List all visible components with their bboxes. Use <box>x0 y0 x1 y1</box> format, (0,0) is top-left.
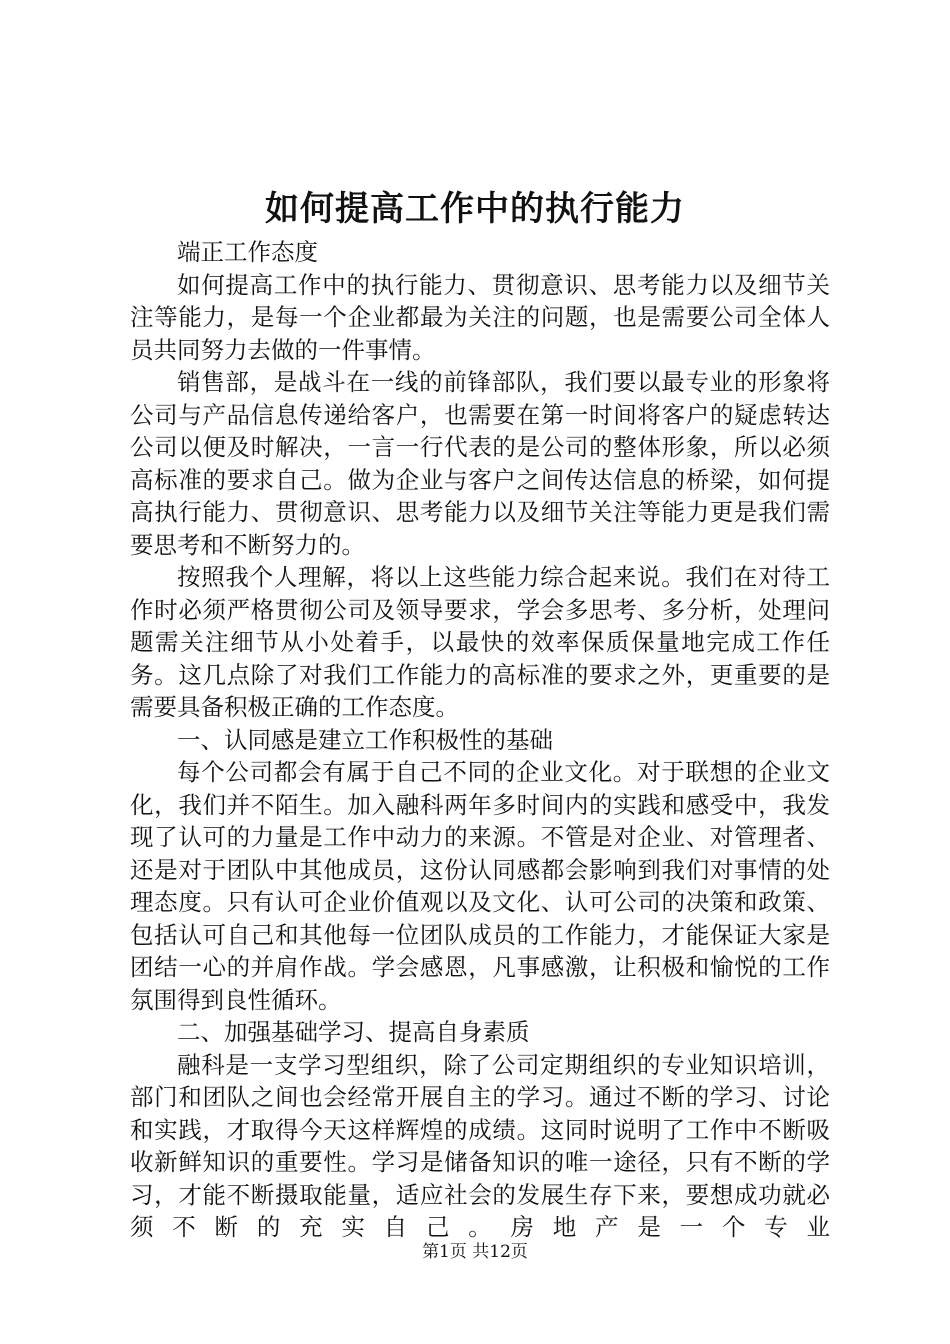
paragraph: 销售部，是战斗在一线的前锋部队，我们要以最专业的形象将公司与产品信息传递给客户，也需要在第一时间将客户的疑虑转达公司以便及时解决，一言一行代表的是公司的整体形象，所以必须高标准的要求自己。做为企业与客户之间传达信息的桥梁，如何提高执行能力、贯彻意识、思考能力以及细节关注等能力更是我们需要思考和不断努力的。 <box>130 368 830 559</box>
section-heading-2: 二、加强基础学习、提高自身素质 <box>177 1018 530 1046</box>
paragraph: 按照我个人理解，将以上这些能力综合起来说。我们在对待工作时必须严格贯彻公司及领导要求，学会多思考、多分析，处理问题需关注细节从小处着手，以最快的效率保质保量地完成工作任务。这几点除了对我们工作能力的高标准的要求之外，更重要的是需要具备积极正确的工作态度。 <box>130 563 830 721</box>
paragraph: 如何提高工作中的执行能力、贯彻意识、思考能力以及细节关注等能力，是每一个企业都最为关注的问题，也是需要公司全体人员共同努力去做的一件事情。 <box>130 270 830 364</box>
paragraph: 每个公司都会有属于自己不同的企业文化。对于联想的企业文化，我们并不陌生。加入融科两年多时间内的实践和感受中，我发现了认可的力量是工作中动力的来源。不管是对企业、对管理者、还是对于团队中其他成员，这份认同感都会影响到我们对事情的处理态度。只有认可企业价值观以及文化、认可公司的决策和政策、包括认可自己和其他每一位团队成员的工作能力，才能保证大家是团结一心的并肩作战。学会感恩，凡事感激，让积极和愉悦的工作氛围得到良性循环。 <box>130 758 830 1014</box>
document-body <box>130 236 830 1244</box>
paragraph: 融科是一支学习型组织，除了公司定期组织的专业知识培训，部门和团队之间也会经常开展自主的学习。通过不断的学习、讨论和实践，才取得今天这样辉煌的成绩。这同时说明了工作中不断吸收新鲜知识的重要性。学习是储备知识的唯一途径，只有不断的学习，才能不断摄取能量，适应社会的发展生存下来，要想成功就必须不断的充实自己。房地产是一个专业 <box>130 1050 830 1241</box>
section-heading-1: 一、认同感是建立工作积极性的基础 <box>177 725 553 754</box>
page-number-footer: 第1页 共12页 <box>422 1242 528 1262</box>
paragraph-heading-attitude: 端正工作态度 <box>177 238 318 266</box>
document-title: 如何提高工作中的执行能力 <box>265 189 685 229</box>
